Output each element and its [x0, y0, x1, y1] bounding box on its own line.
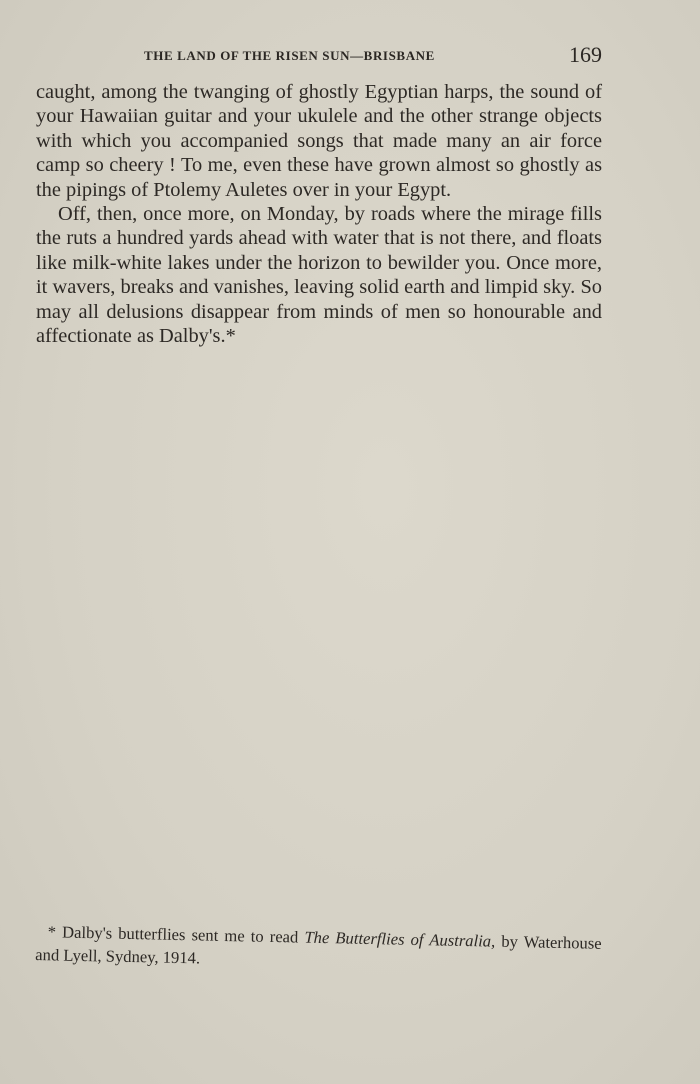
- paragraph-continuation: caught, among the twanging of ghostly Egyptian harps, the sound of your Hawaiian guitar and your ukulele and the other strange objects with which you accompanied songs that made many an air force camp so cheery ! To me, even these have grown almost so ghostly as the pipings of Ptolemy Auletes over in your Egypt.: [36, 81, 602, 201]
- footnote-text-before: Dalby's butterflies sent me to read: [55, 922, 305, 947]
- footnote-text-after: by Waterhouse and Lyell, Sydney, 1914.: [35, 931, 602, 968]
- footnote-marker: *: [47, 922, 57, 942]
- paragraph-mirage: Off, then, once more, on Monday, by roads where the mirage fills the ruts a hundred yards ahead with water that is not there, and floats like milk-white lakes under the horizon to bewilder you. Once more, it wavers, breaks and vanishes, leaving solid earth and limpid sky. So may all delusions disappear from minds of men so honourable and affectionate as Dalby's.*: [36, 203, 602, 348]
- footnote-book-title: The Butterflies of Australia,: [304, 927, 496, 951]
- running-title: THE LAND OF THE RISEN SUN—BRISBANE: [144, 48, 435, 63]
- page-number: 169: [569, 42, 602, 67]
- body-text: [36, 80, 602, 348]
- footnote: [35, 920, 602, 978]
- running-head: [36, 44, 602, 68]
